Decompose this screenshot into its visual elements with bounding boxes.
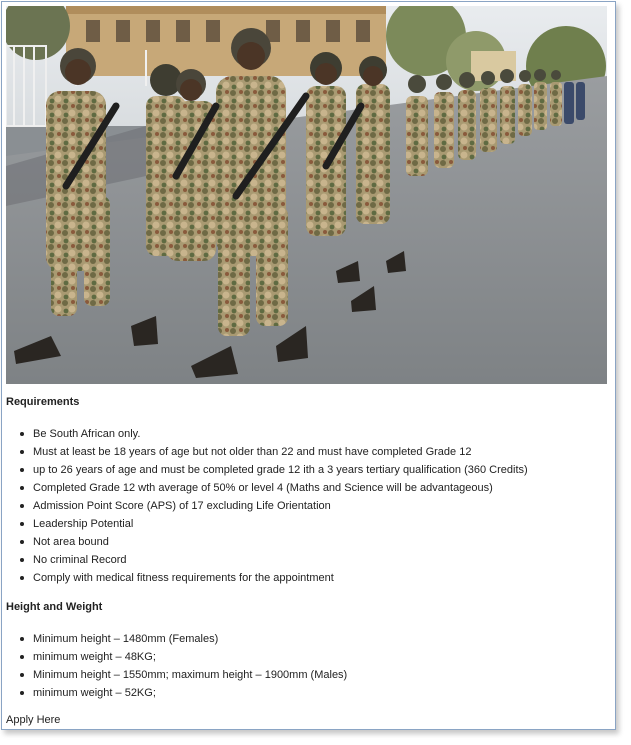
height-weight-heading: Height and Weight [6, 601, 103, 613]
list-item: Must at least be 18 years of age but not older than 22 and must have completed Grade 12 [6, 443, 611, 461]
list-item: Leadership Potential [6, 515, 611, 533]
list-item: Admission Point Score (APS) of 17 excluding Life Orientation [6, 497, 611, 515]
list-item: up to 26 years of age and must be completed grade 12 ith a 3 years tertiary qualification (360 Credits) [6, 461, 611, 479]
list-item: No criminal Record [6, 551, 611, 569]
apply-here-link[interactable]: Apply Here [6, 714, 61, 726]
requirements-heading: Requirements [6, 396, 80, 408]
list-item: Minimum height – 1480mm (Females) [6, 630, 611, 648]
list-item: Not area bound [6, 533, 611, 551]
article-photo [6, 6, 607, 384]
soldiers-marching-image [6, 6, 607, 384]
list-item: minimum weight – 48KG; [6, 648, 611, 666]
list-item: Be South African only. [6, 425, 611, 443]
list-item: Comply with medical fitness requirements for the appointment [6, 569, 611, 587]
article-card [1, 1, 616, 730]
height-weight-list [6, 630, 611, 702]
requirements-list [6, 425, 611, 587]
list-item: Completed Grade 12 wth average of 50% or level 4 (Maths and Science will be advantageous) [6, 479, 611, 497]
list-item: minimum weight – 52KG; [6, 684, 611, 702]
list-item: Minimum height – 1550mm; maximum height – 1900mm (Males) [6, 666, 611, 684]
article-body [6, 394, 611, 728]
